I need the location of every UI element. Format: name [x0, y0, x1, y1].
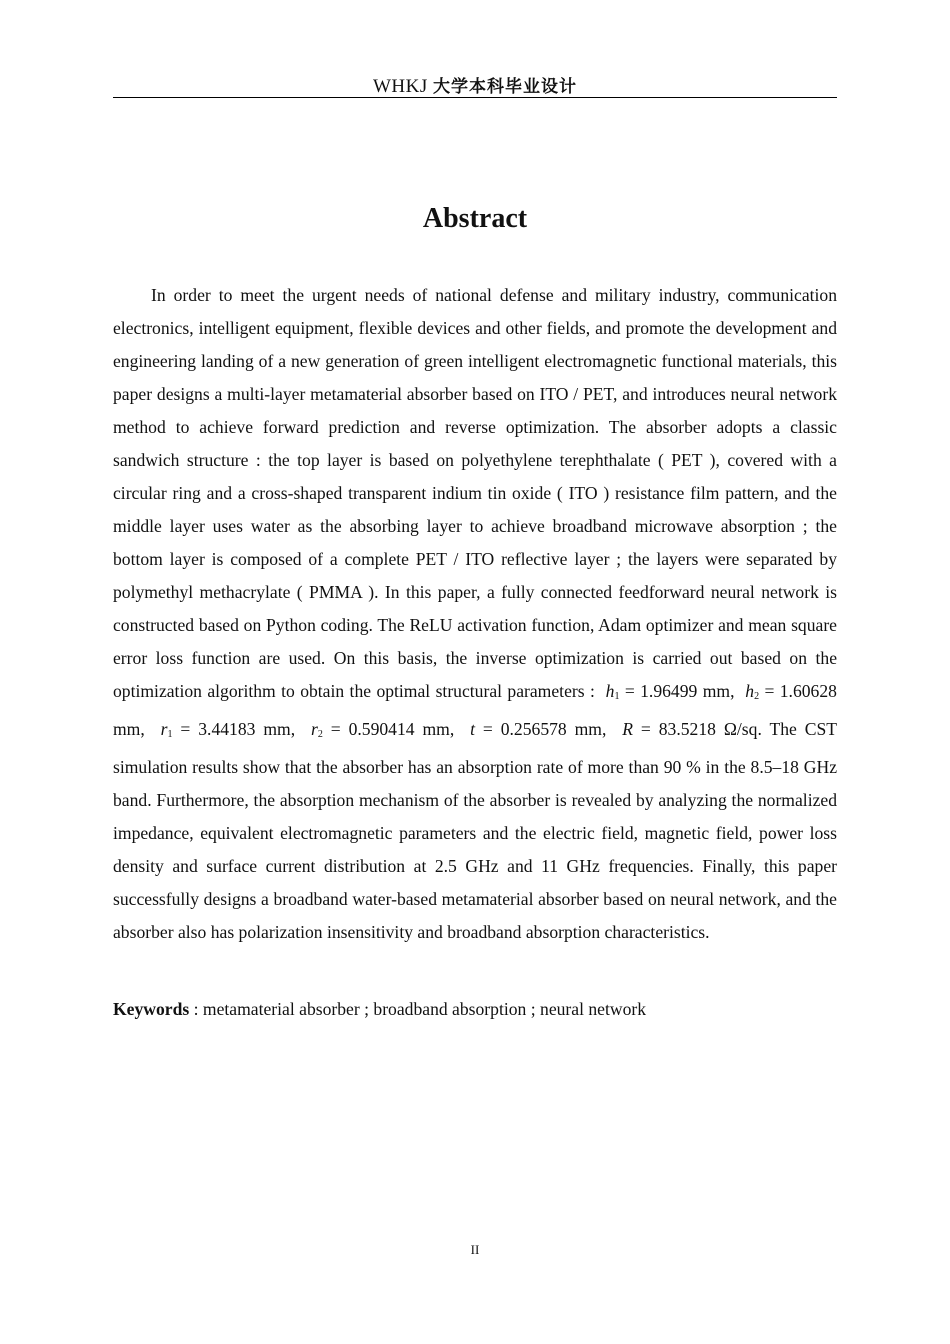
header-latin: WHKJ [372, 76, 428, 97]
param-h1: $h_1 = 1.96499$ mm, [605, 681, 735, 702]
param-R: R = 83.5218 Ω/sq. [622, 719, 762, 739]
abstract-text-after: The CST simulation results show that the absorber has an absorption rate of more than 90 % in the 8.5–18 GHz band. Furthermore, the absorption mechanism of the absorber is revealed by analyzing the normalized impedance, equivalent electromagnetic parameters and the electric field, magnetic field, power loss density and surface current distribution at 2.5 GHz and 11 GHz frequencies. Finally, this paper successfully designs a broadband water-based metamaterial absorber based on neural network, and the absorber also has polarization insensitivity and broadband absorption characteristics. [113, 719, 837, 942]
page-number: II [470, 1242, 480, 1257]
header-chinese: 大学本科毕业设计 [433, 77, 578, 97]
abstract-paragraph [113, 279, 837, 949]
param-r1: $r_1 = 3.44183$ mm, [160, 719, 296, 740]
running-header [113, 72, 837, 98]
abstract-title: Abstract [422, 203, 528, 234]
param-t: t = 0.256578 mm, [470, 719, 607, 739]
keywords-line [113, 999, 837, 1020]
abstract-body [113, 279, 837, 949]
keywords-text: : metamaterial absorber ; broadband absorption ; neural network [189, 999, 647, 1019]
header-rule [113, 97, 837, 98]
abstract-text-before: In order to meet the urgent needs of national defense and military industry, communication electronics, intelligent equipment, flexible devices and other fields, and promote the development and engineering landing of a new generation of green intelligent electromagnetic functional materials, this paper designs a multi-layer metamaterial absorber based on ITO / PET, and introduces neural network method to achieve forward prediction and reverse optimization. The absorber adopts a classic sandwich structure : the top layer is based on polyethylene terephthalate ( PET ), covered with a circular ring and a cross-shaped transparent indium tin oxide ( ITO ) resistance film pattern, and the middle layer uses water as the absorbing layer to achieve broadband microwave absorption ; the bottom layer is composed of a complete PET / ITO reflective layer ; the layers were separated by polymethyl methacrylate ( PMMA ). In this paper, a fully connected feedforward neural network is constructed based on Python coding. The ReLU activation function, Adam optimizer and mean square error loss function are used. On this basis, the inverse optimization is carried out based on the optimization algorithm to obtain the optimal structural parameters : [113, 285, 837, 701]
keywords-label: Keywords [113, 999, 190, 1019]
param-h2: $h_2 = 1.60628$ mm, [113, 681, 837, 739]
param-r2: $r_2 = 0.590414$ mm, [310, 719, 455, 740]
